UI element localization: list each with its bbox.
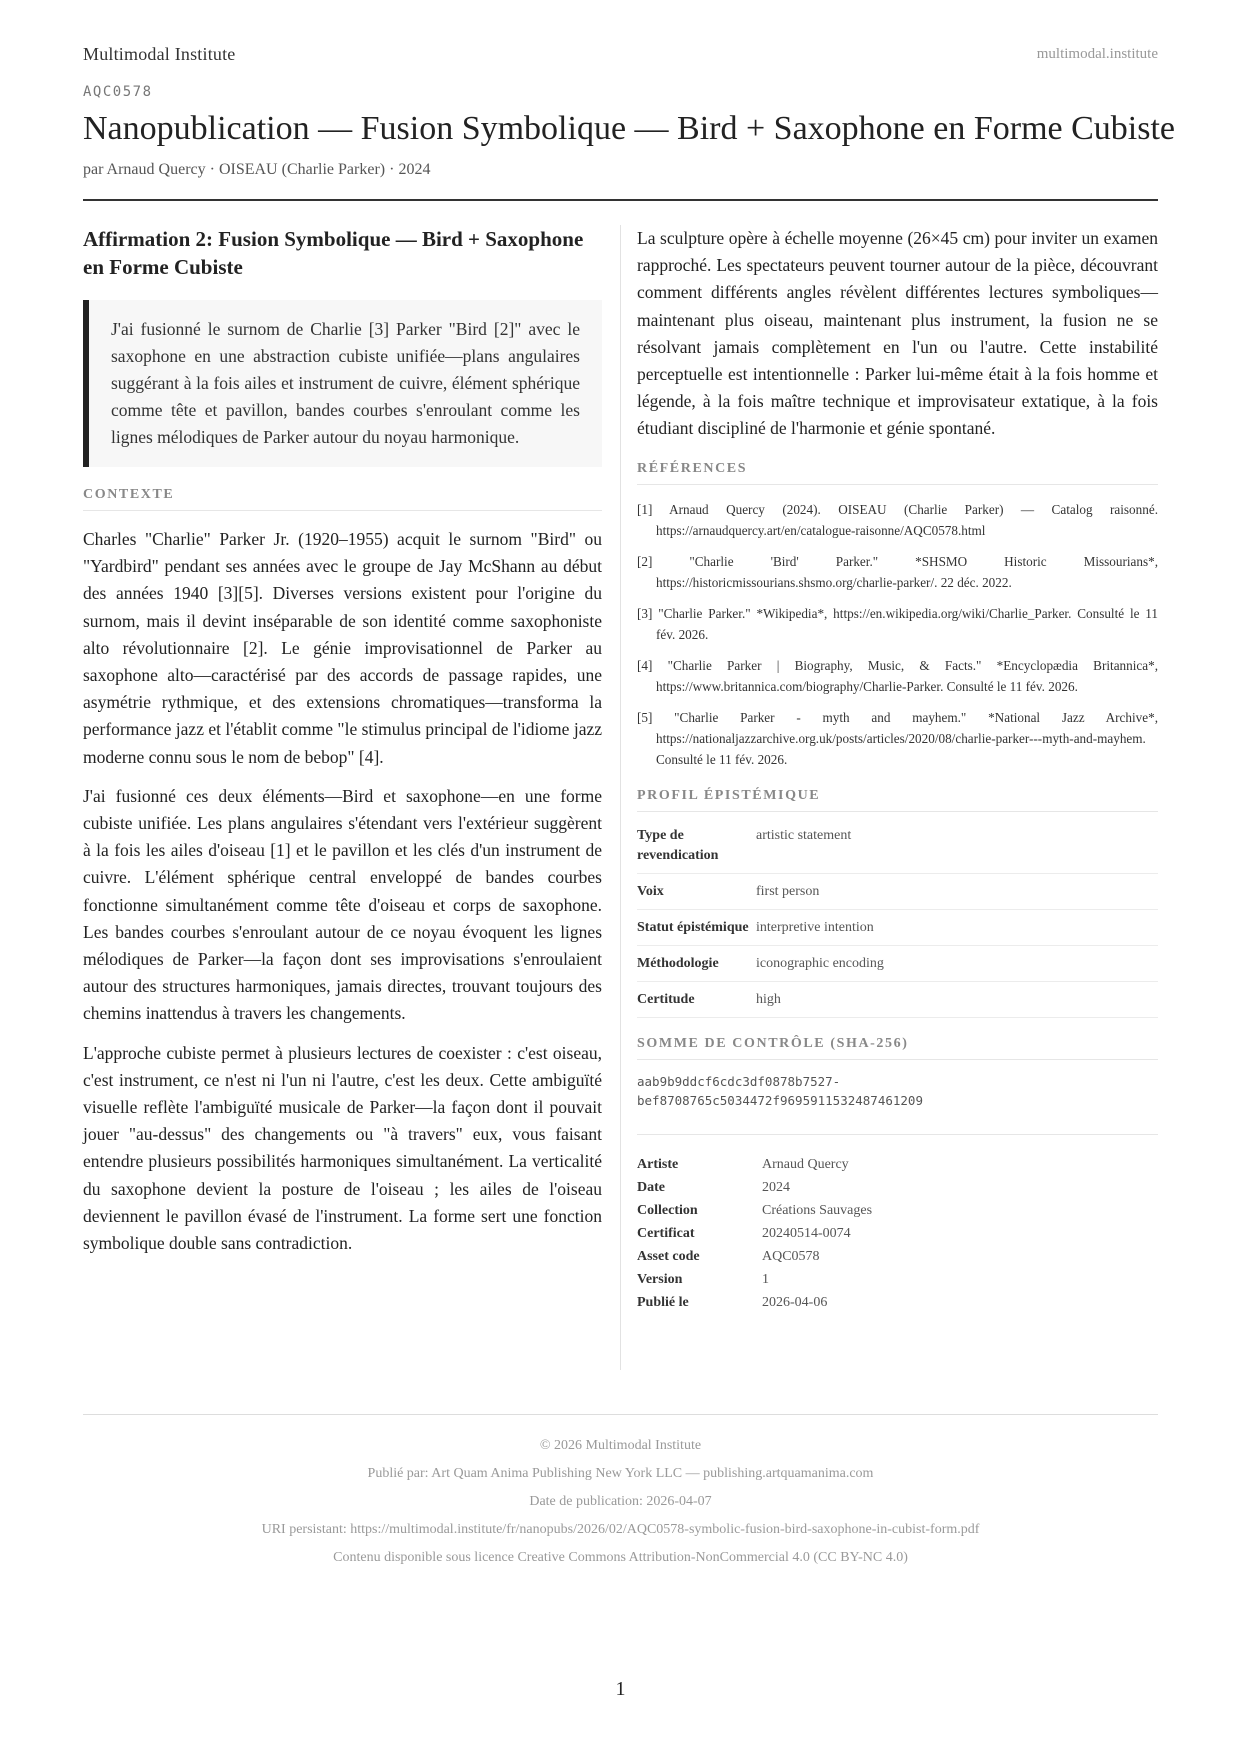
context-label: CONTEXTE	[83, 487, 602, 511]
reference-item[interactable]: [4] "Charlie Parker | Biography, Music, & Facts." *Encyclopædia Britannica*, https://www.britannica.com/biography/Charlie-Parker. Consulté le 11 fév. 2026.	[637, 657, 1158, 694]
right-column	[637, 225, 1158, 1314]
profile-value: first person	[756, 873, 1158, 909]
profile-row	[637, 945, 1158, 981]
document-page	[83, 0, 1176, 1754]
reference-item[interactable]: [3] "Charlie Parker." *Wikipedia*, https://en.wikipedia.org/wiki/Charlie_Parker. Consulté le 11 fév. 2026.	[637, 605, 1158, 642]
meta-key: Publié le	[637, 1294, 689, 1310]
meta-row	[637, 1268, 1158, 1291]
profile-row	[637, 909, 1158, 945]
footer-persistent-uri[interactable]: URI persistant: https://multimodal.institute/fr/nanopubs/2026/02/AQC0578-symbolic-fusion-bird-saxophone-in-cubist-form.pdf	[261, 1522, 980, 1537]
checksum-line: bef8708765c5034472f9695911532487461209	[637, 1092, 923, 1108]
column-divider	[620, 225, 621, 1370]
profile-key: Méthodologie	[637, 945, 756, 981]
context-paragraph: Charles "Charlie" Parker Jr. (1920–1955) acquit le surnom "Bird" ou "Yardbird" pendant ses années avec le groupe de Jay McShann au début des années 1940 [3][5]. Diverses versions existent pour l'origine du surnom, mais il devint inséparable de son identité comme saxophoniste alto révolutionnaire [2]. Le génie improvisationnel de Parker au saxophone alto—caractérisé par des accords de passage rapides, une asymétrie rythmique, et des extensions chromatiques—transforma la performance jazz et l'établit comme "le stimulus principal de l'idiome jazz moderne connu sous le nom de bebop" [4].	[83, 529, 602, 767]
claim-quote: J'ai fusionné le surnom de Charlie [3] Parker "Bird [2]" avec le saxophone en une abstraction cubiste unifiée—plans angulaires suggérant à la fois ailes et instrument de cuivre, élément sphérique comme tête et pavillon, bandes courbes s'enroulant comme les lignes mélodiques de Parker autour du noyau harmonique.	[83, 300, 602, 467]
intro-paragraph: La sculpture opère à échelle moyenne (26×45 cm) pour inviter un examen rapproché. Les spectateurs peuvent tourner autour de la pièce, découvrant comment différents angles révèlent différentes lectures symboliques—maintenant plus oiseau, maintenant plus instrument, la fusion ne se résolvant jamais complètement en l'un ou l'autre. Cette instabilité perceptuelle est intentionnelle : Parker lui-même était à la fois homme et légende, à la fois maître technique et improvisateur extatique, à la fois étudiant discipliné de l'harmonie et génie spontané.	[637, 228, 1158, 439]
meta-value: 1	[762, 1271, 769, 1287]
meta-value: 20240514-0074	[762, 1225, 851, 1241]
metadata-list	[637, 1153, 1158, 1314]
meta-key: Asset code	[637, 1248, 700, 1264]
footer-publisher: Publié par: Art Quam Anima Publishing New York LLC — publishing.artquamanima.com	[367, 1466, 874, 1481]
meta-value: AQC0578	[762, 1248, 820, 1264]
meta-row	[637, 1199, 1158, 1222]
byline: par Arnaud Quercy · OISEAU (Charlie Parker) · 2024	[83, 161, 431, 178]
reference-item[interactable]: [5] "Charlie Parker - myth and mayhem." *National Jazz Archive*, https://nationaljazzarchive.org.uk/posts/articles/2020/08/charlie-parker---myth-and-mayhem. Consulté le 11 fév. 2026.	[637, 709, 1158, 767]
meta-row	[637, 1222, 1158, 1245]
meta-key: Collection	[637, 1202, 698, 1218]
meta-value: Arnaud Quercy	[762, 1156, 849, 1172]
epistemic-profile-table	[637, 818, 1158, 1018]
meta-key: Artiste	[637, 1156, 679, 1172]
reference-item[interactable]: [1] Arnaud Quercy (2024). OISEAU (Charlie Parker) — Catalog raisonné. https://arnaudquercy.art/en/catalogue-raisonne/AQC0578.html	[637, 501, 1158, 538]
brand-name: Multimodal Institute	[83, 44, 236, 64]
claim-title: Affirmation 2: Fusion Symbolique — Bird + Saxophone en Forme Cubiste	[83, 227, 584, 279]
meta-row	[637, 1153, 1158, 1176]
context-paragraph: L'approche cubiste permet à plusieurs lectures de coexister : c'est oiseau, c'est instrument, ce n'est ni l'un ni l'autre, c'est les deux. Cette ambiguïté visuelle reflète l'ambiguïté musicale de Parker—la façon dont il pouvait jouer "au-dessus" des changements ou "à travers" eux, vous faisant entendre plusieurs possibilités harmoniques simultanément. La verticalité du saxophone devient la posture de l'oiseau ; les ailes de l'oiseau deviennent le pavillon évasé de l'instrument. La forme sert une fonction symbolique double sans contradiction.	[83, 1042, 602, 1254]
profile-row	[637, 981, 1158, 1017]
meta-row	[637, 1176, 1158, 1199]
profile-value: interpretive intention	[756, 909, 1158, 945]
page-number: 1	[615, 1678, 626, 1700]
profile-value: iconographic encoding	[756, 945, 1158, 981]
asset-code: AQC0578	[83, 84, 153, 100]
meta-row	[637, 1245, 1158, 1268]
profile-key: Certitude	[637, 981, 756, 1017]
left-column	[83, 225, 602, 1257]
footer-license: Contenu disponible sous licence Creative Commons Attribution-NonCommercial 4.0 (CC BY-NC 4.0)	[333, 1550, 908, 1565]
header-divider	[83, 199, 1158, 201]
footer	[83, 1432, 1158, 1572]
profile-key: Voix	[637, 873, 756, 909]
checksum-label: SOMME DE CONTRÔLE (SHA-256)	[637, 1036, 1158, 1060]
footer-copyright: © 2026 Multimodal Institute	[539, 1438, 702, 1453]
footer-divider	[83, 1414, 1158, 1415]
epistemic-profile-label: PROFIL ÉPISTÉMIQUE	[637, 788, 1158, 812]
checksum-line: aab9b9ddcf6cdc3df0878b7527-	[637, 1073, 841, 1089]
header-bar	[83, 44, 1158, 68]
profile-value: artistic statement	[756, 818, 1158, 874]
checksum-value	[637, 1072, 1158, 1135]
meta-value: 2026-04-06	[762, 1294, 828, 1310]
profile-key: Statut épistémique	[637, 909, 756, 945]
reference-item[interactable]: [2] "Charlie 'Bird' Parker." *SHSMO Historic Missourians*, https://historicmissourians.shsmo.org/charlie-parker/. 22 déc. 2022.	[637, 553, 1158, 590]
profile-key: Type de revendication	[637, 818, 756, 874]
meta-key: Certificat	[637, 1225, 695, 1241]
references-list	[637, 499, 1158, 770]
references-label: RÉFÉRENCES	[637, 461, 1158, 485]
profile-value: high	[756, 981, 1158, 1017]
page-title: Nanopublication — Fusion Symbolique — Bird + Saxophone en Forme Cubiste	[83, 110, 1176, 147]
meta-value: Créations Sauvages	[762, 1202, 873, 1218]
profile-row	[637, 873, 1158, 909]
meta-key: Date	[637, 1179, 665, 1195]
meta-row	[637, 1291, 1158, 1314]
site-link[interactable]: multimodal.institute	[1036, 46, 1158, 62]
meta-value: 2024	[762, 1179, 790, 1195]
meta-key: Version	[637, 1271, 683, 1287]
profile-row	[637, 818, 1158, 874]
context-paragraph: J'ai fusionné ces deux éléments—Bird et saxophone—en une forme cubiste unifiée. Les plans angulaires s'étendant vers l'extérieur suggèrent à la fois les ailes d'oiseau [1] et le pavillon et les clés d'un instrument de cuivre. L'élément sphérique central enveloppé de bandes courbes fonctionne simultanément comme tête d'oiseau et corps de saxophone. Les bandes courbes s'enroulant autour de ce noyau évoquent les lignes mélodiques de Parker—la façon dont ses improvisations s'enroulaient autour des structures harmoniques, jamais directes, trouvant toujours des chemins inattendus à travers les changements.	[83, 785, 602, 1024]
footer-publication-date: Date de publication: 2026-04-07	[529, 1494, 712, 1509]
